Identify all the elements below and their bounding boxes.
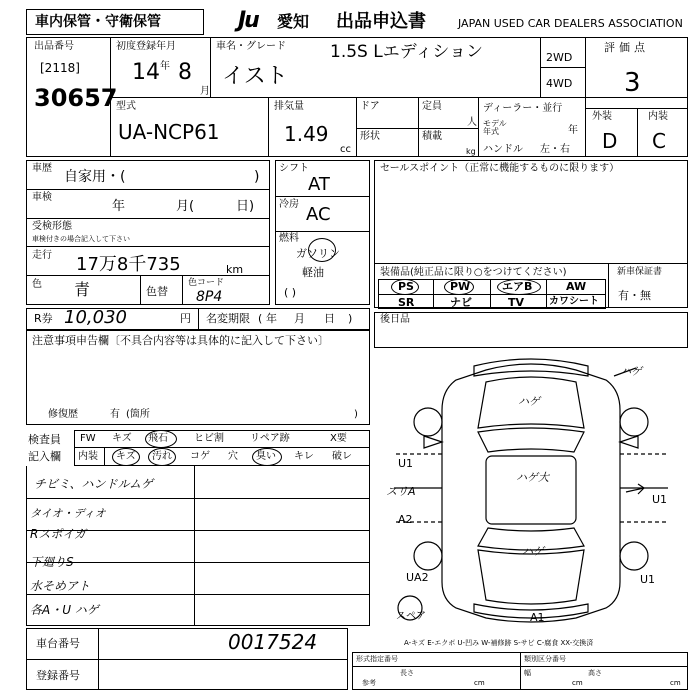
color-code-label: 色コード [188,278,225,288]
hw-note-1: チビミ、ハンドルムゲ [34,477,154,491]
dim-height: 高さ [588,669,602,677]
mark-bottom-a1: A1 [530,611,545,624]
doors-shape-label: 形状 [360,131,380,142]
shift-label: シフト [279,163,309,174]
mark-rear-u1: U1 [640,573,656,586]
recycle-paren-close: ) [348,312,353,325]
registration-year-unit: 年 [160,61,170,72]
color-value: 青 [74,280,91,299]
recycle-year: 年 [266,312,277,325]
recycle-paren-open: ( [258,312,263,325]
displacement-label: 排気量 [274,101,304,112]
dealer-handle-label: ハンドル [483,144,523,155]
interior-label: 内装 [648,111,668,122]
dim-right-label: 類別区分番号 [524,655,566,663]
lot-label: 出品番号 [34,41,74,52]
recycle-day: 日 [324,312,335,325]
equip-pw: PW [450,280,471,293]
chassis-label: 車台番号 [36,637,80,650]
shift-value: AT [308,174,330,195]
equip-airbag: エアB [502,280,533,293]
mark-ua2: UA2 [406,571,429,584]
sales-points-label: セールスポイント（正常に機能するものに限ります） [380,163,620,174]
drive-4wd: 4WD [546,77,573,90]
rating-label: 評価点 [604,41,649,54]
int-tear: 破レ [332,451,352,462]
dealer-model-year: モデル 年式 [483,119,507,136]
capacity-unit: 人 [467,117,477,128]
hw-note-3: Rスポイガ [30,527,86,541]
dim-width: 幅 [524,669,531,677]
ju-logo: Ju [238,8,258,33]
inspector-label: 検査員 [28,433,61,446]
usage-close: ) [254,169,260,185]
car-label: 車名・グレード [216,41,286,52]
equip-navi: ナビ [450,296,472,309]
check-crack: ヒビ割 [194,433,224,444]
hw-note-2: タイオ・ディオ [30,507,106,520]
later-date-label: 後日品 [380,314,410,325]
recycle-month: 月 [294,312,305,325]
check-chip: 飛石 [148,433,168,444]
recycle-yen: 円 [180,312,191,325]
dim-left-label2: 参考 [362,679,376,687]
mark-skid: スリA [386,485,416,498]
ac-label: 冷房 [279,199,299,210]
equipment-label: 装備品(純正品に限り○をつけてください) [380,267,567,278]
repair-parts: (箇所 [126,409,150,420]
acceptance-label: 受検形態 [32,221,72,232]
equip-ps-circle [391,279,419,295]
displacement-unit: cc [340,144,351,155]
inspection-month: 月( [176,199,195,214]
equip-ps: PS [398,280,414,293]
usage-label: 車歴 [32,163,52,174]
registration-month-unit: 月 [200,86,210,97]
color-code: 8P4 [196,289,223,305]
association-name: JAPAN USED CAR DEALERS ASSOCIATION [458,17,683,30]
acceptance-note: 車検付きの場合記入して下さい [32,235,130,243]
inspection-year: 年 [112,199,126,214]
middle-left-box [26,160,270,305]
mileage-value: 17万8千735 [76,254,181,275]
exterior-grade: D [602,129,618,153]
inspection-day: 日) [236,199,255,214]
recycle-amount: 10,030 [64,307,127,328]
hw-note-6: 各A・U ハゲ [30,603,99,617]
fuel-diesel: 軽油 [302,266,324,279]
inspector-entry-label: 記入欄 [28,450,61,463]
warranty-value: 有・無 [618,289,651,302]
check-fw: FW [80,433,96,444]
displacement-value: 1.49 [284,122,329,146]
int-dirt: 汚れ [152,451,172,462]
check-x: X要 [330,433,347,444]
recycle-label: R券 [34,312,53,325]
later-date-box [374,312,688,348]
equip-sr: SR [398,296,415,309]
form-title: 出品申込書 [336,11,426,32]
equip-tv: TV [508,296,525,309]
car-grade: 1.5S Lエディション [330,42,484,62]
doors-label: ドア [360,101,380,112]
int-dirt-circle [148,448,176,466]
int-scratch-circle [112,448,140,466]
color-label: 色 [32,279,42,290]
mark-trunk: ハゲ [522,545,544,558]
name-change-label: 名変期限 [206,312,250,325]
mark-left-a2: A2 [398,513,413,526]
dim-unit-2: cm [572,679,583,687]
mark-right-u1: U1 [652,493,668,506]
fuel-gasoline-circle [308,238,336,262]
int-cut: キレ [294,451,314,462]
exterior-label: 外装 [592,111,612,122]
drive-2wd: 2WD [546,51,573,64]
mark-roof: ハゲ大 [516,471,549,484]
equip-aw: AW [566,280,587,293]
fuel-gasoline: ガソリン [296,247,340,260]
car-damage-diagram [374,350,688,630]
model-value: UA-NCP61 [118,120,220,144]
notes-label: 注意事項申告欄〔不具合内容等は具体的に記入して下さい〕 [32,334,329,347]
lot-sub-number: [2118] [40,61,80,75]
car-name: イスト [222,64,288,89]
mark-spare: スペア [396,611,426,622]
chassis-value: 0017524 [228,630,318,654]
capacity-weight-label: 積載 [422,131,442,142]
capacity-label: 定員 [422,101,442,112]
storage-label: 車内保管・守衛保管 [35,14,161,30]
dealer-year-unit: 年 [568,125,578,136]
check-scratch: キズ [112,433,132,444]
registration-label: 初度登録年月 [116,41,176,52]
rating-value: 3 [624,68,641,98]
check-repair: リペア跡 [250,433,290,444]
hw-note-5: 水そめアト [30,579,91,593]
fuel-paren: ( ) [284,286,297,299]
reg-number-label: 登録番号 [36,669,80,682]
repair-label: 修復歴 [48,409,78,420]
mileage-unit: km [226,263,244,276]
inspection-label: 車検 [32,192,52,203]
lot-number: 30657 [34,84,118,112]
dim-unit-1: cm [474,679,485,687]
storage-label-box [26,9,204,35]
color-change-label: 色替 [146,285,168,298]
dim-unit-3: cm [670,679,681,687]
mileage-label: 走行 [32,250,52,261]
equip-pw-circle [444,279,474,295]
int-hole: 穴 [228,451,238,462]
mark-hood: ハゲ [518,395,540,408]
int-scratch: キズ [116,451,136,462]
damage-legend: A-キズ E-エクボ U-凹み W-補修跡 S-サビ C-腐食 XX-交換済 [404,639,594,647]
interior-check-label: 内装 [78,451,98,462]
model-label: 型式 [116,101,136,112]
int-odor: 臭い [256,451,276,462]
dim-length: 長さ [400,669,414,677]
dim-left-label: 形式指定番号 [356,655,398,663]
mark-left-u1: U1 [398,457,414,470]
dealer-handle-value: 左・右 [540,144,570,155]
interior-grade: C [652,129,666,153]
int-odor-circle [252,448,282,466]
capacity-weight-unit: kg [466,147,476,156]
equip-airbag-circle [497,279,541,295]
check-chip-circle [145,430,177,448]
registration-year: 14 [132,60,160,85]
hw-note-4: 下廻りS [30,555,74,569]
equip-leather: カワシート [549,296,599,307]
registration-month: 8 [178,60,192,85]
repair-close: ) [354,409,358,420]
repair-value: 有 [110,409,120,420]
dealer-label: ディーラー・並行 [483,103,563,114]
int-burn: コゲ [190,451,210,462]
usage-value: 自家用・( [64,169,126,185]
branch-name: 愛知 [277,12,310,31]
fuel-label: 燃料 [279,233,299,244]
mark-top: ハゲ [620,365,642,378]
warranty-label: 新車保証書 [617,267,663,277]
ac-value: AC [306,204,331,225]
